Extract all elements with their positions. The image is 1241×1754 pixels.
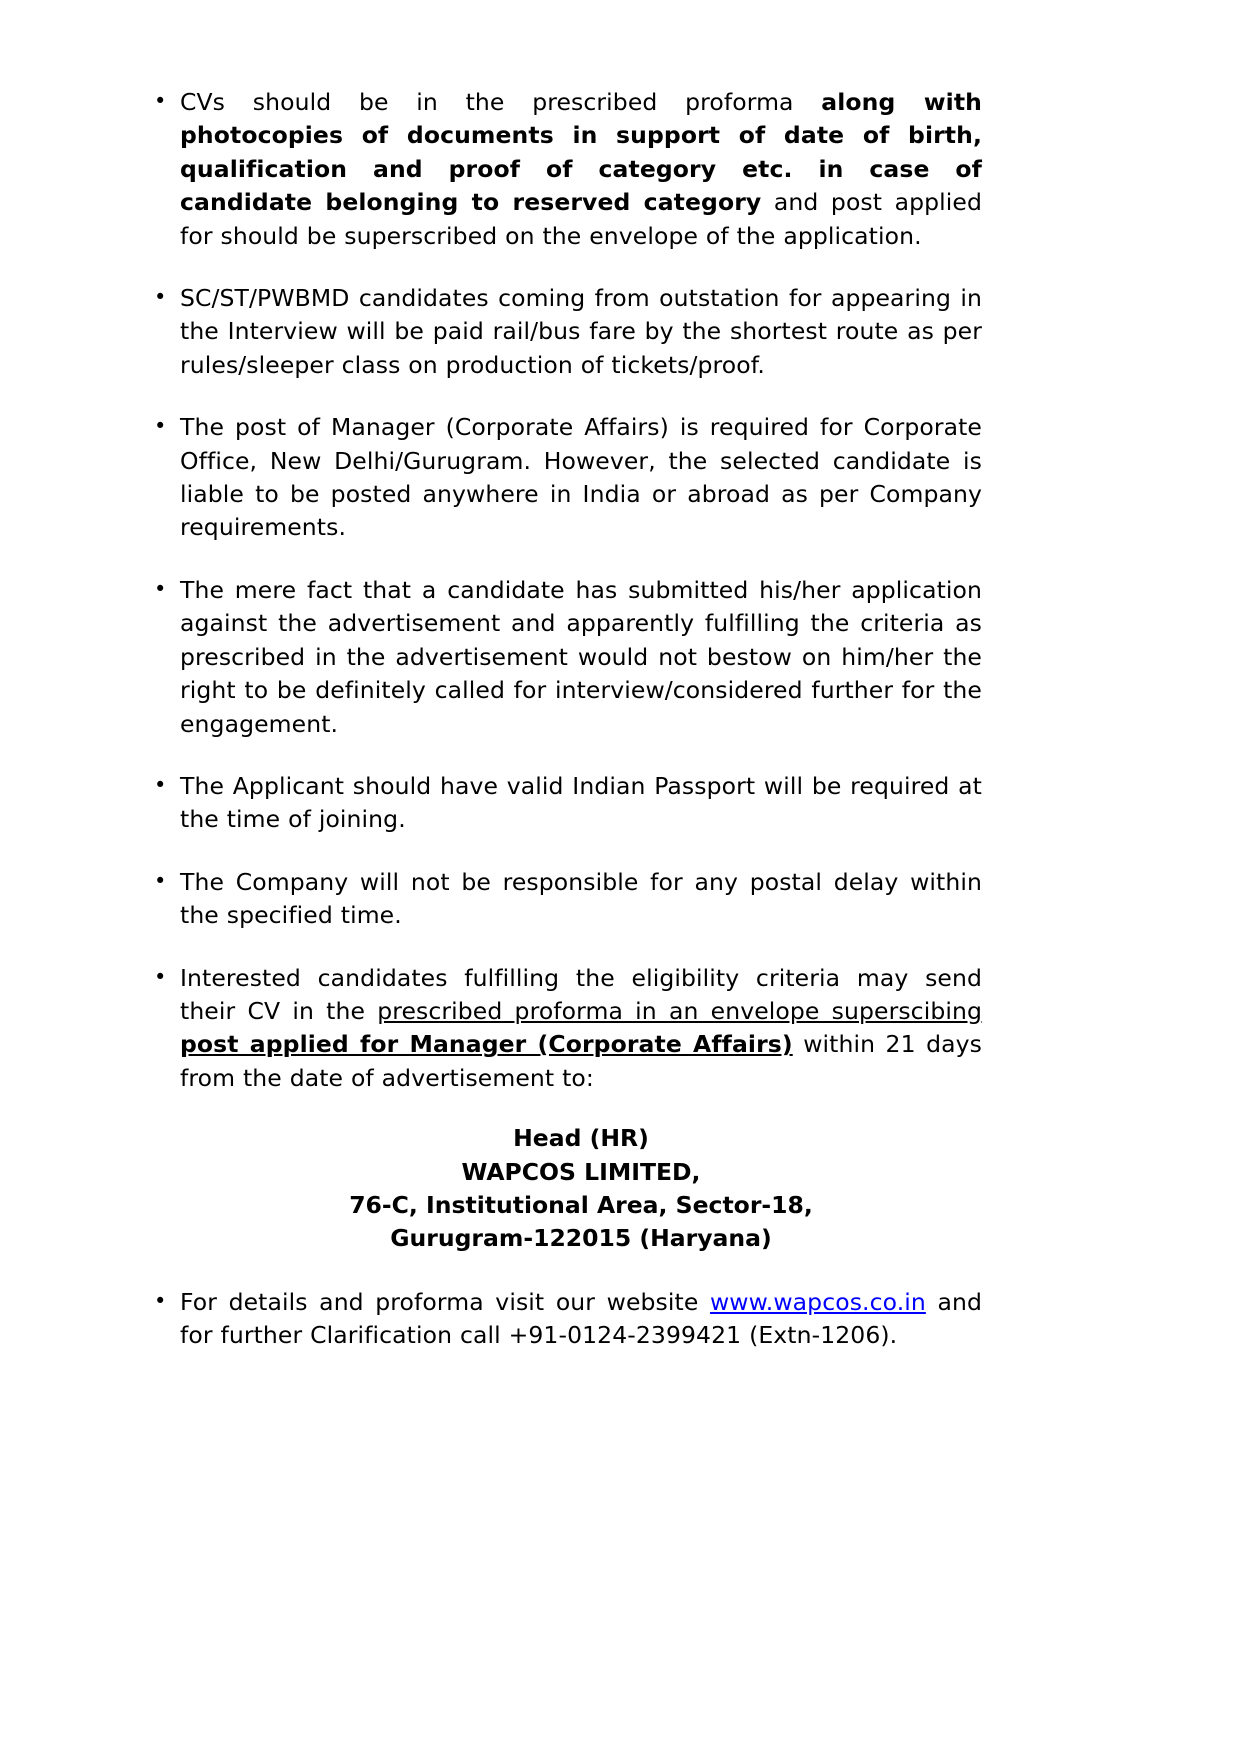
list-item	[152, 1286, 982, 1353]
list-item	[152, 574, 982, 741]
bullet-1-bold-emphasis: along with photocopies of documents in support of date of birth, qualification and proof of category etc. in case of candidate belonging to reserved category	[180, 88, 982, 217]
address-line-city: Gurugram-122015 (Haryana)	[390, 1224, 772, 1253]
bullet-list	[152, 86, 982, 1095]
list-item	[152, 866, 982, 933]
list-item	[152, 282, 982, 382]
address-line-street: 76-C, Institutional Area, Sector-18,	[349, 1190, 813, 1219]
bullet-8-text-part-2: and for further Clarification call +91-0124-2399421 (Extn-1206).	[180, 1287, 982, 1350]
list-item	[152, 86, 982, 253]
bullet-8-text-part-1: For details and proforma visit our website	[180, 1287, 710, 1316]
bullet-4-text: The mere fact that a candidate has submitted his/her application against the advertisement and apparently fulfilling the criteria as prescribed in the advertisement would not bestow on him/her the right to be definitely called for interview/considered further for the engagement.	[180, 575, 982, 738]
bullet-7-text-part-1: Interested candidates fulfilling the eligibility criteria may send their CV in the	[180, 963, 982, 1025]
bullet-3-text: The post of Manager (Corporate Affairs) is required for Corporate Office, New Delhi/Gurugram. However, the selected candidate is liable to be posted anywhere in India or abroad as per Company requirements.	[180, 413, 982, 542]
contact-address-block	[152, 1122, 982, 1256]
list-item	[152, 770, 982, 837]
bullet-7-underlined-plain: prescribed proforma in an envelope superscibing	[377, 996, 982, 1025]
bullet-1-text-part-1: CVs should be in the prescribed proforma	[180, 88, 822, 116]
document-body	[152, 86, 982, 1382]
bullet-2-text: SC/ST/PWBMD candidates coming from outstation for appearing in the Interview will be paid rail/bus fare by the shortest route as per rules/sleeper class on production of tickets/proof.	[180, 284, 982, 379]
bullet-1-text-part-2: and post applied for should be superscribed on the envelope of the application.	[180, 188, 982, 250]
list-item	[152, 411, 982, 545]
address-line-designation: Head (HR)	[513, 1124, 649, 1153]
bullet-7-text-part-2: within 21 days from the date of advertisement to:	[180, 1030, 982, 1092]
list-item	[152, 962, 982, 1096]
bullet-7-underlined-bold: post applied for Manager (Corporate Affairs)	[180, 1030, 793, 1059]
bullet-list-footer	[152, 1286, 982, 1353]
wapcos-website-link[interactable]: www.wapcos.co.in	[709, 1287, 926, 1316]
bullet-5-text: The Applicant should have valid Indian Passport will be required at the time of joining.	[180, 771, 982, 834]
bullet-6-text: The Company will not be responsible for any postal delay within the specified time.	[180, 867, 982, 930]
address-line-company: WAPCOS LIMITED,	[461, 1157, 701, 1186]
